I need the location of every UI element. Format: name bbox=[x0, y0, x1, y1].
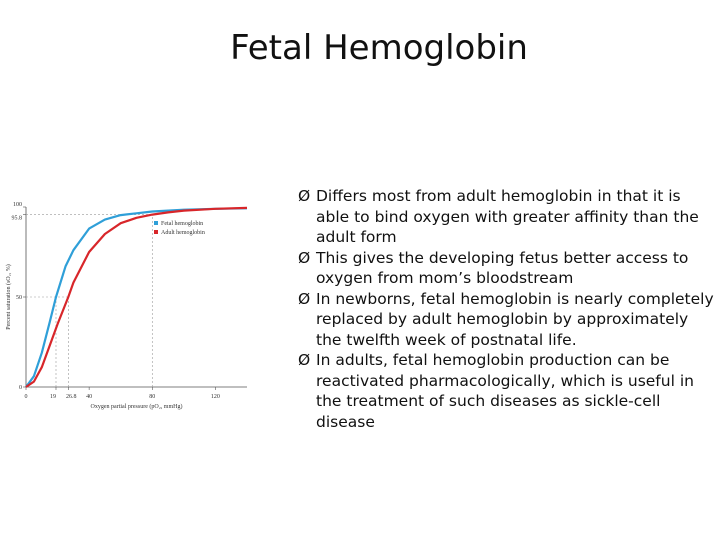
x-tick-label: 120 bbox=[210, 394, 220, 400]
x-tick-label: 40 bbox=[86, 394, 93, 400]
arrow-bullet-icon: Ø bbox=[298, 351, 311, 369]
x-tick-label: 26.8 bbox=[66, 394, 77, 400]
y-tick-label: 50 bbox=[16, 295, 22, 301]
bullet-text: Differs most from adult hemoglobin in that it is able to bind oxygen with greater affinity than the adult form bbox=[316, 187, 699, 246]
chart-svg bbox=[2, 195, 257, 410]
arrow-bullet-icon: Ø bbox=[298, 187, 311, 205]
bullet-item bbox=[298, 350, 718, 432]
series-line bbox=[26, 208, 247, 387]
bullet-text: In adults, fetal hemoglobin production can be reactivated pharmacologically, which is useful in the treatment of such diseases as sickle-cell disease bbox=[316, 351, 694, 431]
bullet-text: In newborns, fetal hemoglobin is nearly completely replaced by adult hemoglobin by approximately the twelfth week of postnatal life. bbox=[316, 289, 714, 349]
x-tick-label: 0 bbox=[24, 394, 28, 400]
legend-swatch bbox=[154, 230, 158, 234]
x-axis-label: Oxygen partial pressure (pO₂, mmHg) bbox=[90, 404, 183, 410]
bullet-item bbox=[298, 289, 718, 351]
series-line bbox=[26, 208, 247, 387]
bullet-list bbox=[298, 186, 718, 432]
x-tick-label: 19 bbox=[49, 394, 56, 400]
slide-title: Fetal Hemoglobin bbox=[230, 28, 528, 68]
y-tick-label: 95.8 bbox=[11, 215, 22, 222]
legend-swatch bbox=[154, 221, 158, 225]
bullet-item bbox=[298, 186, 718, 248]
y-axis-label: Percent saturation (sO₂, %) bbox=[6, 264, 12, 330]
legend-label: Adult hemoglobin bbox=[161, 230, 205, 236]
oxygen-dissociation-chart bbox=[2, 195, 257, 410]
x-tick-label: 80 bbox=[149, 394, 156, 400]
legend-label: Fetal hemoglobin bbox=[161, 221, 204, 227]
bullet-item bbox=[298, 248, 718, 289]
y-tick-label: 100 bbox=[13, 202, 22, 208]
arrow-bullet-icon: Ø bbox=[298, 248, 311, 267]
y-tick-label: 0 bbox=[19, 385, 22, 391]
arrow-bullet-icon: Ø bbox=[298, 289, 311, 308]
bullet-text: This gives the developing fetus better access to oxygen from mom’s bloodstream bbox=[316, 248, 689, 287]
